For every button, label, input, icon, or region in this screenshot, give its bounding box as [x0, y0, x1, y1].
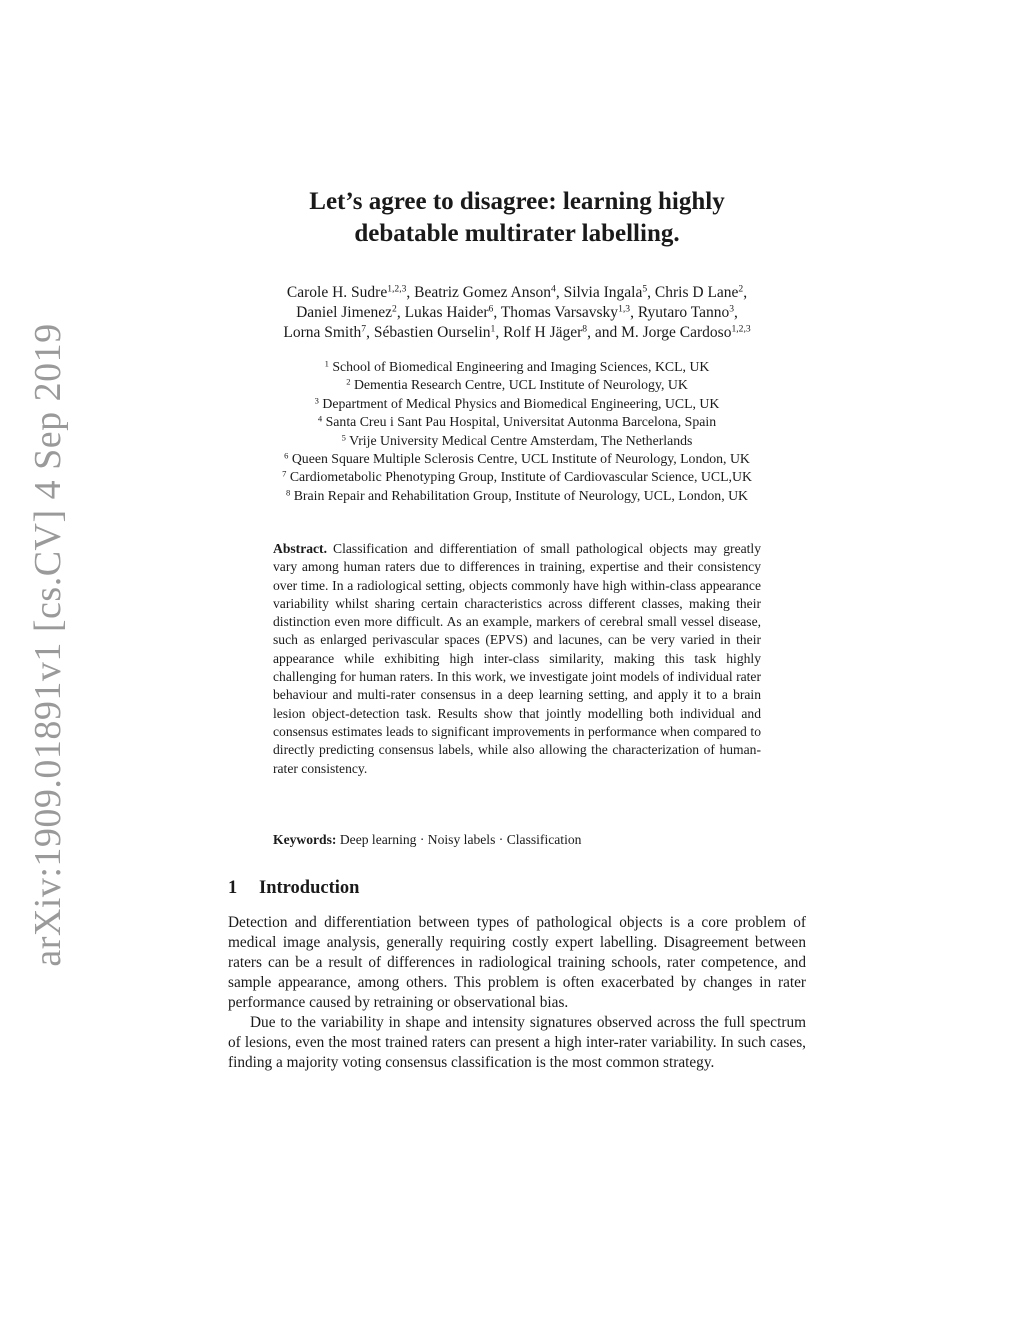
affiliation-text: Cardiometabolic Phenotyping Group, Institute of Cardiovascular Science, UCL,UK: [289, 469, 752, 485]
affiliation-number: 5: [341, 431, 346, 442]
author-separator: ,: [630, 304, 638, 321]
author-affil-marker: 5: [642, 283, 648, 295]
affiliation-item: [228, 413, 806, 431]
author-list: [228, 283, 806, 343]
author-line-1: [228, 283, 806, 303]
section-number: 1: [228, 878, 238, 898]
affiliation-number: 3: [314, 395, 319, 406]
affiliation-text: Queen Square Multiple Sclerosis Centre, UCL Institute of Neurology, London, UK: [291, 451, 750, 467]
affiliation-text: Vrije University Medical Centre Amsterdam, The Netherlands: [349, 432, 693, 448]
author-affil-marker: 2: [738, 283, 744, 295]
keywords-label: Keywords:: [273, 832, 337, 847]
paper-title: [228, 186, 806, 250]
affiliation-text: Brain Repair and Rehabilitation Group, Institute of Neurology, UCL, London, UK: [293, 487, 749, 503]
author-affil-marker: 1: [490, 323, 496, 335]
affiliation-item: [228, 468, 806, 486]
affiliation-item: [228, 487, 806, 505]
arxiv-identifier: arXiv:1909.01891v1 [cs.CV] 4 Sep 2019: [27, 323, 69, 967]
author-name: Silvia Ingala: [563, 284, 643, 301]
author-separator: ,: [406, 284, 415, 301]
author-name: Lukas Haider: [404, 304, 489, 321]
title-line-1: Let’s agree to disagree: learning highly: [309, 188, 725, 215]
author-name: Daniel Jimenez: [296, 304, 393, 321]
affiliation-item: [228, 450, 806, 468]
affiliation-item: [228, 395, 806, 413]
abstract: [273, 540, 761, 778]
author-affil-marker: 1,3: [618, 303, 631, 315]
affiliation-item: [228, 376, 806, 394]
keywords-text: Deep learning · Noisy labels · Classification: [339, 832, 582, 847]
author-separator: ,: [366, 324, 374, 341]
author-name: Chris D Lane: [654, 284, 739, 301]
author-name: M. Jorge Cardoso: [621, 324, 732, 341]
affiliation-list: [228, 358, 806, 505]
affiliation-text: Santa Creu i Sant Pau Hospital, Universitat Autonma Barcelona, Spain: [325, 414, 717, 430]
affiliation-number: 8: [285, 487, 291, 498]
paragraph: Due to the variability in shape and intensity signatures observed across the full spectrum of lesions, even the most trained raters can present a high inter-rater variability. In such cases, finding a majority voting consensus classification is the most common strategy.: [228, 1014, 806, 1071]
author-separator: ,: [396, 304, 405, 321]
paragraph: Detection and differentiation between types of pathological objects is a core problem of medical image analysis, generally requiring costly expert labelling. Disagreement between raters can be a result of differences in radiological training schools, rater competence, and sample appearance, among others. This problem is often exacerbated by changes in rater performance caused by retraining or observational bias.: [228, 914, 806, 1011]
author-affil-marker: 3: [729, 303, 735, 315]
author-affil-marker: 2: [392, 303, 397, 315]
author-affil-marker: 4: [551, 283, 556, 295]
author-affil-marker: 8: [582, 323, 588, 335]
author-affil-marker: 1,2,3: [387, 283, 407, 295]
author-name: Sébastien Ourselin: [373, 324, 491, 341]
affiliation-number: 2: [346, 376, 351, 387]
author-separator: , and: [587, 324, 622, 341]
affiliation-item: [228, 432, 806, 450]
author-separator: ,: [495, 324, 504, 341]
author-separator: ,: [493, 304, 501, 321]
affiliation-number: 7: [282, 468, 287, 479]
affiliation-text: School of Biomedical Engineering and Imaging Sciences, KCL, UK: [332, 359, 710, 374]
author-line-3: [228, 323, 806, 343]
author-separator: ,: [734, 304, 738, 321]
author-affil-marker: 6: [488, 303, 494, 315]
affiliation-number: 4: [317, 413, 323, 424]
author-name: Ryutaro Tanno: [637, 304, 730, 321]
author-name: Lorna Smith: [283, 324, 362, 341]
author-name: Rolf H Jäger: [503, 324, 583, 341]
affiliation-text: Department of Medical Physics and Biomedical Engineering, UCL, UK: [322, 395, 720, 411]
introduction-body: [228, 913, 806, 1073]
author-name: Beatriz Gomez Anson: [414, 284, 552, 301]
affiliation-text: Dementia Research Centre, UCL Institute of Neurology, UK: [353, 377, 688, 393]
title-line-2: debatable multirater labelling.: [354, 220, 680, 247]
author-affil-marker: 7: [361, 323, 367, 335]
author-separator: ,: [743, 284, 748, 301]
author-affil-marker: 1,2,3: [731, 323, 751, 335]
section-title: Introduction: [259, 878, 360, 898]
abstract-label: Abstract.: [273, 541, 327, 556]
section-heading: [228, 876, 806, 900]
affiliation-item: [228, 358, 806, 376]
author-separator: ,: [647, 284, 655, 301]
keywords: [273, 831, 761, 849]
author-name: Thomas Varsavsky: [500, 304, 619, 321]
affiliation-number: 1: [324, 358, 329, 369]
abstract-text: Classification and differentiation of small pathological objects may greatly vary among human raters due to differences in training, expertise and their consistency over time. In a radiological setting, objects commonly have high within-class appearance variability whilst sharing certain characteristics across different classes, making their distinction even more difficult. As an example, markers of cerebral small vessel disease, such as enlarged perivascular spaces (EPVS) and lacunes, can be very varied in their appearance while exhibiting high inter-class similarity, making this task highly challenging for human raters. In this work, we investigate joint models of individual rater behaviour and multi-rater consensus in a deep learning setting, and apply it to a brain lesion object-detection task. Results show that jointly modelling both individual and consensus estimates leads to significant improvements in performance when compared to directly predicting consensus labels, while also allowing the characterization of human-rater consistency.: [273, 541, 761, 776]
author-name: Carole H. Sudre: [286, 284, 388, 301]
affiliation-number: 6: [284, 450, 289, 461]
author-line-2: [228, 303, 806, 323]
author-separator: ,: [555, 284, 564, 301]
